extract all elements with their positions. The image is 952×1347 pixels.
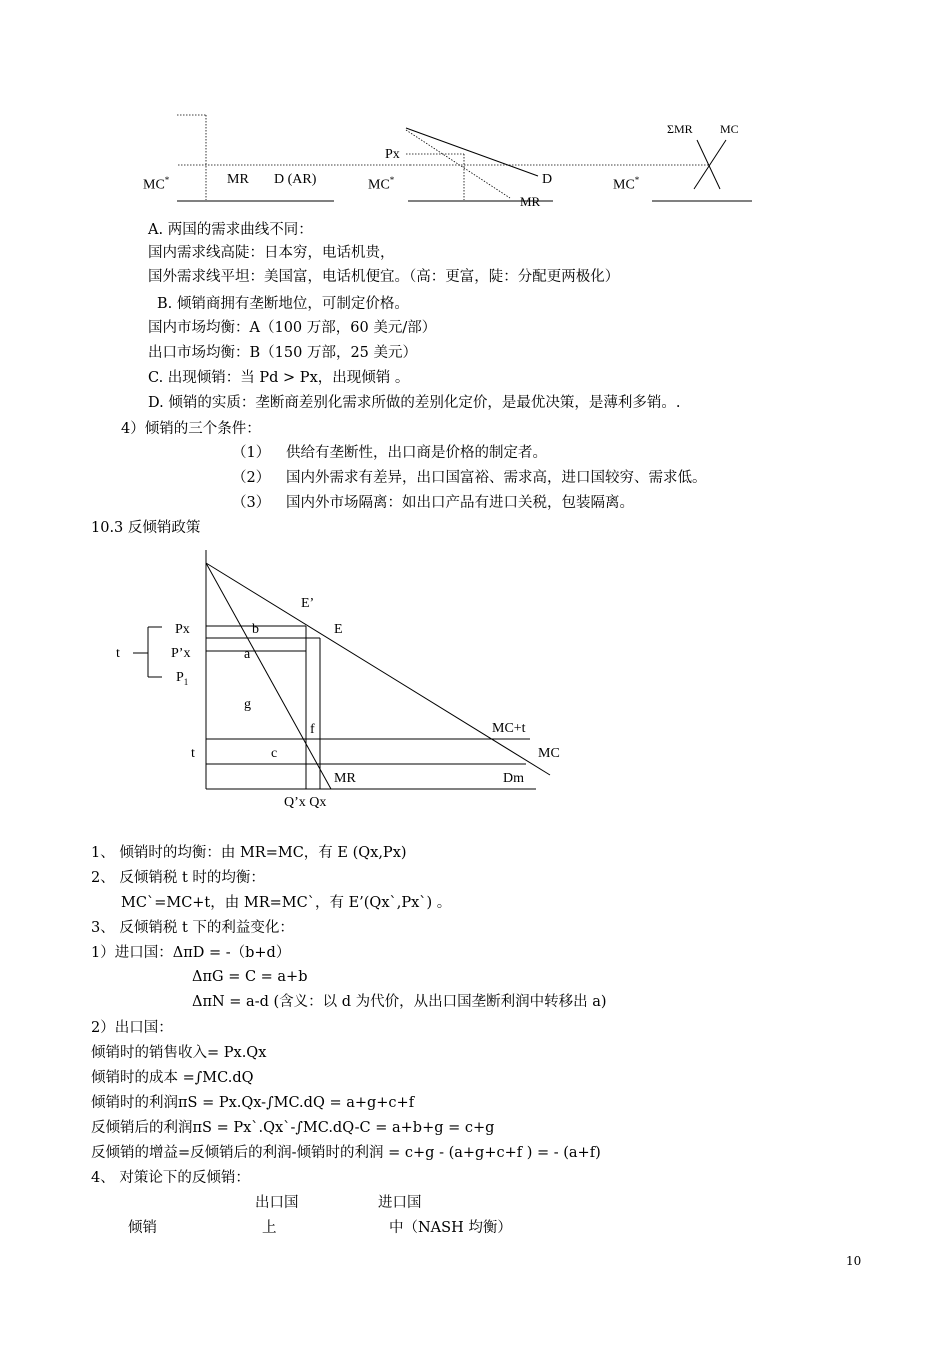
mid-mc-label: MC*	[368, 175, 395, 193]
left-d-ar-label: D (AR)	[274, 172, 317, 187]
text-line: 3、 反倾销税 t 下的利益变化：	[91, 920, 294, 936]
text-line: 1、 倾销时的均衡：由 MR=MC，有 E (Qx,Px)	[91, 845, 407, 861]
mid-mr-label: MR	[520, 194, 541, 209]
text-line: 倾销时的成本 =∫MC.dQ	[91, 1070, 254, 1086]
label-c: c	[271, 746, 278, 761]
text-line: 国内市场均衡：A（100 万部，60 美元/部）	[148, 320, 437, 336]
game-cell-importer: 中（NASH 均衡）	[389, 1220, 512, 1236]
condition-text: 供给有垄断性，出口商是价格的制定者。	[286, 445, 547, 461]
page-number: 10	[846, 1254, 862, 1268]
game-col-exporter: 出口国	[255, 1195, 299, 1211]
text-line: 反倾销的增益=反倾销后的利润-倾销时的利润 = c+g - (a+g+c+f ) = - (a+f)	[91, 1145, 601, 1161]
label-qx: Q’x Qx	[284, 795, 327, 810]
text-line: 4、 对策论下的反倾销：	[91, 1170, 250, 1186]
game-col-importer: 进口国	[378, 1195, 422, 1211]
text-line: 反倾销后的利润πS = Px`.Qx`-∫MC.dQ-C = a+b+g = c+g	[91, 1120, 495, 1136]
condition-num: （2）	[232, 470, 271, 486]
condition-num: （1）	[232, 445, 271, 461]
text-line: MC`=MC+t，由 MR=MC`，有 E’(Qx`,Px`) 。	[121, 895, 452, 911]
label-t-bracket: t	[116, 646, 120, 661]
label-a: a	[244, 647, 251, 662]
right-mc-label: MC*	[613, 175, 640, 193]
label-f: f	[310, 722, 315, 737]
condition-text: 国内外需求有差异，出口国富裕、需求高，进口国较穷、需求低。	[286, 470, 707, 486]
label-dm: Dm	[503, 771, 524, 786]
text-line: B. 倾销商拥有垄断地位，可制定价格。	[157, 296, 409, 312]
label-b: b	[252, 622, 259, 637]
text-line: 倾销时的销售收入= Px.Qx	[91, 1045, 267, 1061]
text-line: ΔπN = a-d (含义：以 d 为代价，从出口国垄断利润中转移出 a)	[192, 994, 607, 1010]
conditions-title: 4）倾销的三个条件：	[121, 421, 261, 437]
game-row-label: 倾销	[128, 1220, 157, 1236]
text-line: D. 倾销的实质：垄断商差别化需求所做的差别化定价，是最优决策，是薄利多销。.	[148, 395, 681, 411]
mid-d-label: D	[542, 172, 553, 187]
text-line: C. 出现倾销：当 Pd > Px，出现倾销 。	[148, 370, 410, 386]
condition-num: （3）	[232, 495, 271, 511]
text-line: 倾销时的利润πS = Px.Qx-∫MC.dQ = a+g+c+f	[91, 1095, 415, 1111]
label-mr: MR	[334, 771, 356, 786]
label-e-prime: E’	[301, 596, 315, 611]
right-mc-top-label: MC	[720, 122, 739, 136]
label-p1: $P_1$	[176, 670, 189, 687]
label-px: Px	[175, 622, 190, 637]
text-line: 2）出口国：	[91, 1020, 173, 1036]
label-p-x-prime: P’x	[171, 646, 191, 661]
text-line: 1）进口国：ΔπD = -（b+d）	[91, 945, 291, 961]
section-title: 10.3 反倾销政策	[91, 520, 201, 536]
label-mc-t: MC+t	[492, 721, 526, 736]
condition-text: 国内外市场隔离：如出口产品有进口关税，包装隔离。	[286, 495, 634, 511]
text-line: 国内需求线高陡：日本穷，电话机贵，	[148, 245, 395, 261]
mid-px-label: Px	[385, 147, 400, 162]
text-line: ΔπG = C = a+b	[192, 969, 308, 985]
text-line: A. 两国的需求曲线不同：	[148, 222, 313, 238]
text-line: 国外需求线平坦：美国富，电话机便宜。（高：更富，陡：分配更两极化）	[148, 269, 620, 285]
label-g: g	[244, 697, 251, 712]
text-line: 2、 反倾销税 t 时的均衡：	[91, 870, 265, 886]
label-mc: MC	[538, 746, 560, 761]
game-cell-exporter: 上	[262, 1220, 277, 1236]
left-mr-label: MR	[227, 172, 249, 187]
label-e: E	[334, 622, 343, 637]
left-mc-label: MC*	[143, 175, 170, 193]
label-t-axis: t	[191, 746, 195, 761]
text-line: 出口市场均衡：B（150 万部，25 美元）	[148, 345, 417, 361]
right-sum-mr-label: ΣMR	[667, 122, 693, 136]
